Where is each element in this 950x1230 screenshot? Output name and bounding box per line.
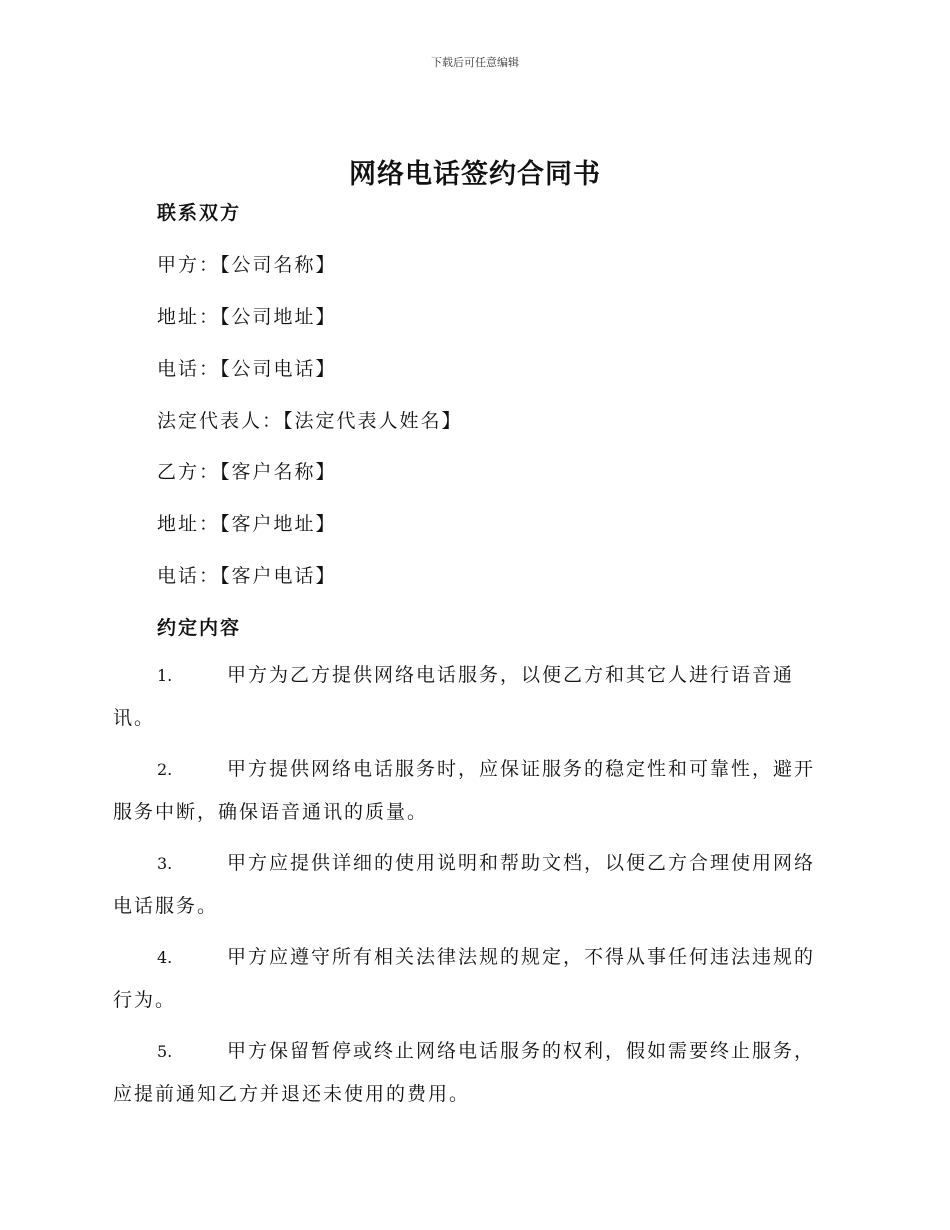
clause-text-line1: 甲方应遵守所有相关法律法规的规定，不得从事任何违法违规的 — [227, 946, 816, 968]
section-heading-parties: 联系双方 — [157, 202, 242, 224]
clause-text-line2: 应提前通知乙方并退还未使用的费用。 — [113, 1083, 471, 1105]
clause-number: 1. — [157, 666, 173, 685]
party-value: 【客户名称】 — [220, 461, 337, 483]
party-line-a-address — [157, 302, 337, 329]
clause-number: 4. — [157, 948, 173, 967]
clause-text-line1: 甲方为乙方提供网络电话服务，以便乙方和其它人进行语音通 — [227, 664, 795, 686]
clause-text-line1: 甲方保留暂停或终止网络电话服务的权利，假如需要终止服务， — [227, 1040, 816, 1062]
party-label: 电话： — [157, 358, 221, 380]
party-value: 【公司名称】 — [220, 254, 337, 276]
section-heading-content: 约定内容 — [157, 617, 242, 639]
party-line-b-name — [157, 457, 337, 484]
clause-1 — [113, 654, 833, 739]
clause-4 — [113, 936, 833, 1021]
party-label: 甲方： — [157, 254, 221, 276]
party-label: 电话： — [157, 565, 221, 587]
party-line-a-legal-rep — [157, 406, 463, 433]
header-note: 下载后可任意编辑 — [431, 56, 519, 69]
party-value: 【客户电话】 — [220, 565, 337, 587]
clause-text-line2: 讯。 — [113, 707, 156, 729]
party-line-b-address — [157, 509, 337, 536]
clause-3 — [113, 842, 833, 927]
party-value: 【客户地址】 — [220, 513, 337, 535]
clause-number: 5. — [157, 1042, 173, 1061]
party-label: 地址： — [157, 513, 221, 535]
party-label: 地址： — [157, 306, 221, 328]
clause-5 — [113, 1030, 833, 1115]
clause-number: 3. — [157, 854, 173, 873]
party-label: 法定代表人： — [157, 410, 284, 432]
document-title: 网络电话签约合同书 — [349, 159, 601, 190]
clause-number: 2. — [157, 760, 173, 779]
party-label: 乙方： — [157, 461, 221, 483]
party-line-a-phone — [157, 354, 337, 381]
clause-text-line1: 甲方应提供详细的使用说明和帮助文档，以便乙方合理使用网络 — [227, 852, 816, 874]
clause-text-line2: 服务中断，确保语音通讯的质量。 — [113, 801, 429, 823]
clause-text-line2: 电话服务。 — [113, 895, 219, 917]
party-line-a-name — [157, 250, 337, 277]
clause-text-line1: 甲方提供网络电话服务时，应保证服务的稳定性和可靠性，避开 — [227, 758, 816, 780]
party-line-b-phone — [157, 561, 337, 588]
party-value: 【公司电话】 — [220, 358, 337, 380]
party-value: 【公司地址】 — [220, 306, 337, 328]
clause-2 — [113, 748, 833, 833]
clause-text-line2: 行为。 — [113, 989, 177, 1011]
party-value: 【法定代表人姓名】 — [283, 410, 463, 432]
